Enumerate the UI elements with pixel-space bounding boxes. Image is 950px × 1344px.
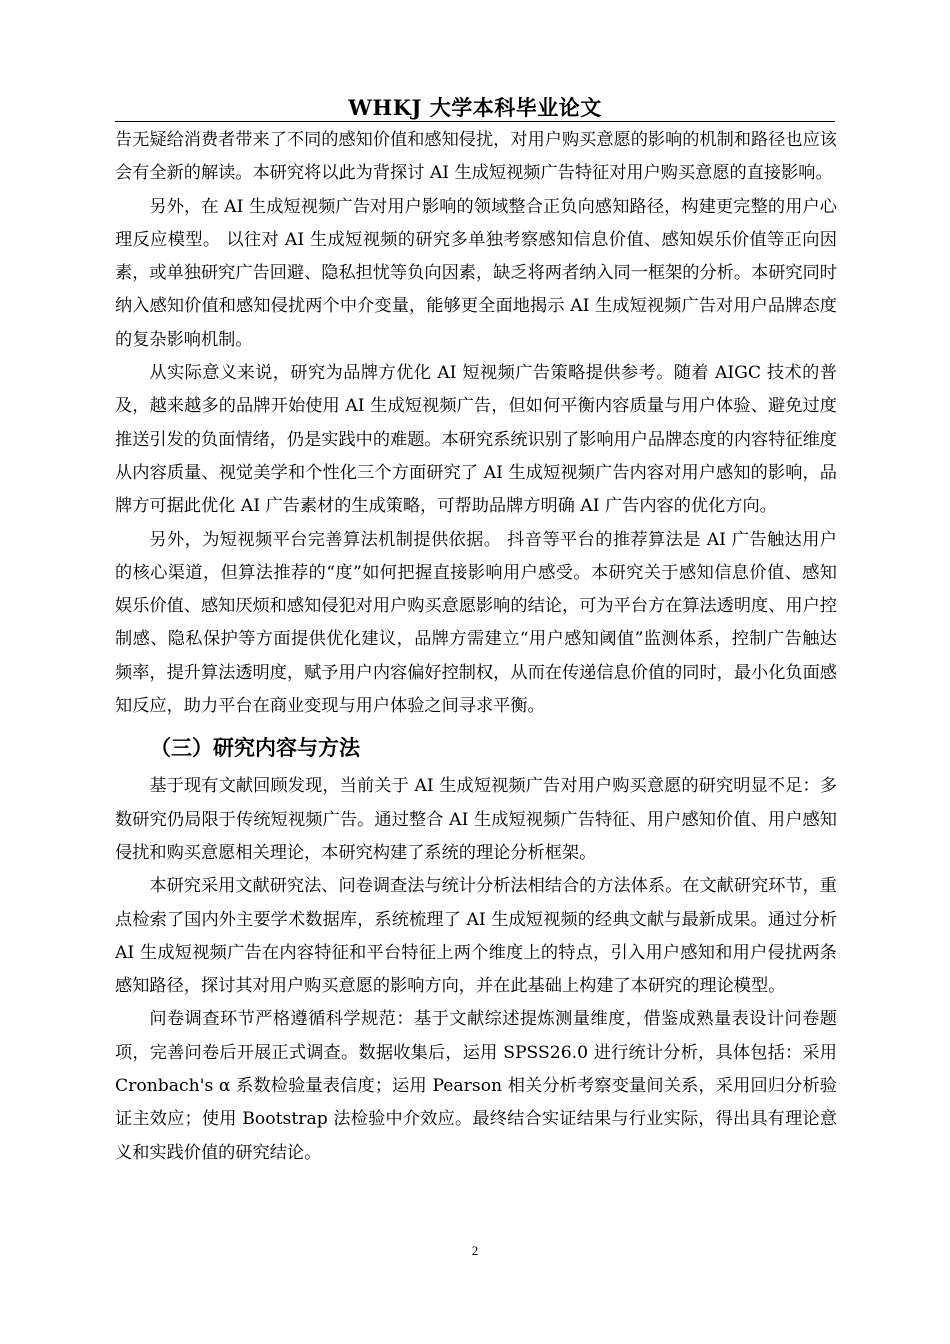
paragraph-continued: 告无疑给消费者带来了不同的感知价值和感知侵扰，对用户购买意愿的影响的机制和路径也应该会有全新的解读。本研究将以此为背探讨 AI 生成短视频广告特征对用户购买意愿的直接影响。 (115, 130, 837, 184)
paragraph: 从实际意义来说，研究为品牌方优化 AI 短视频广告策略提供参考。随着 AIGC 技术的普及，越来越多的品牌开始使用 AI 生成短视频广告，但如何平衡内容质量与用户体验、避免过度推送引发的负面情绪，仍是实践中的难题。本研究系统识别了影响用户品牌态度的内容特征维度从内容质量、视觉美学和个性化三个方面研究了 AI 生成短视频广告内容对用户感知的影响，品牌方可据此优化 AI 广告素材的生成策略，可帮助品牌方明确 AI 广告内容的优化方向。 (115, 363, 837, 517)
page-number: 2 (471, 1243, 479, 1258)
paragraph: 另外，在 AI 生成短视频广告对用户影响的领域整合正负向感知路径，构建更完整的用户心理反应模型。 以往对 AI 生成短视频的研究多单独考察感知信息价值、感知娱乐价值等正向因素，或单独研究广告回避、隐私担忧等负向因素，缺乏将两者纳入同一框架的分析。本研究同时纳入感知价值和感知侵扰两个中介变量，能够更全面地揭示 AI 生成短视频广告对用户品牌态度的复杂影响机制。 (115, 196, 837, 350)
paragraph: 问卷调查环节严格遵循科学规范：基于文献综述提炼测量维度，借鉴成熟量表设计问卷题项，完善问卷后开展正式调查。数据收集后，运用 SPSS26.0 进行统计分析，具体包括：采用 Cronbach's α 系数检验量表信度；运用 Pearson 相关分析考察变量间关系，采用回归分析验证主效应；使用 Bootstrap 法检验中介效应。最终结合实证结果与行业实际，得出具有理论意义和实践价值的研究结论。 (115, 1009, 837, 1163)
paragraph: 本研究采用文献研究法、问卷调查法与统计分析法相结合的方法体系。在文献研究环节，重点检索了国内外主要学术数据库，系统梳理了 AI 生成短视频的经典文献与最新成果。通过分析 AI 生成短视频广告在内容特征和平台特征上两个维度上的特点，引入用户感知和用户侵扰两条感知路径，探讨其对用户购买意愿的影响方向，并在此基础上构建了本研究的理论模型。 (115, 876, 837, 997)
document-body (115, 124, 837, 1170)
header-rule (115, 121, 835, 122)
running-header-title: WHKJ 大学本科毕业论文 (348, 95, 602, 120)
section-heading: （三）研究内容与方法 (150, 736, 360, 761)
paragraph: 另外，为短视频平台完善算法机制提供依据。 抖音等平台的推荐算法是 AI 广告触达用户的核心渠道，但算法推荐的“度”如何把握直接影响用户感受。本研究关于感知信息价值、感知娱乐价值、感知厌烦和感知侵犯对用户购买意愿影响的结论，可为平台方在算法透明度、用户控制感、隐私保护等方面提供优化建议，品牌方需建立“用户感知阈值”监测体系，控制广告触达频率，提升算法透明度，赋予用户内容偏好控制权，从而在传递信息价值的同时，最小化负面感知反应，助力平台在商业变现与用户体验之间寻求平衡。 (115, 529, 837, 717)
paragraph: 基于现有文献回顾发现，当前关于 AI 生成短视频广告对用户购买意愿的研究明显不足：多数研究仍局限于传统短视频广告。通过整合 AI 生成短视频广告特征、用户感知价值、用户感知侵扰和购买意愿相关理论，本研究构建了系统的理论分析框架。 (115, 776, 837, 863)
